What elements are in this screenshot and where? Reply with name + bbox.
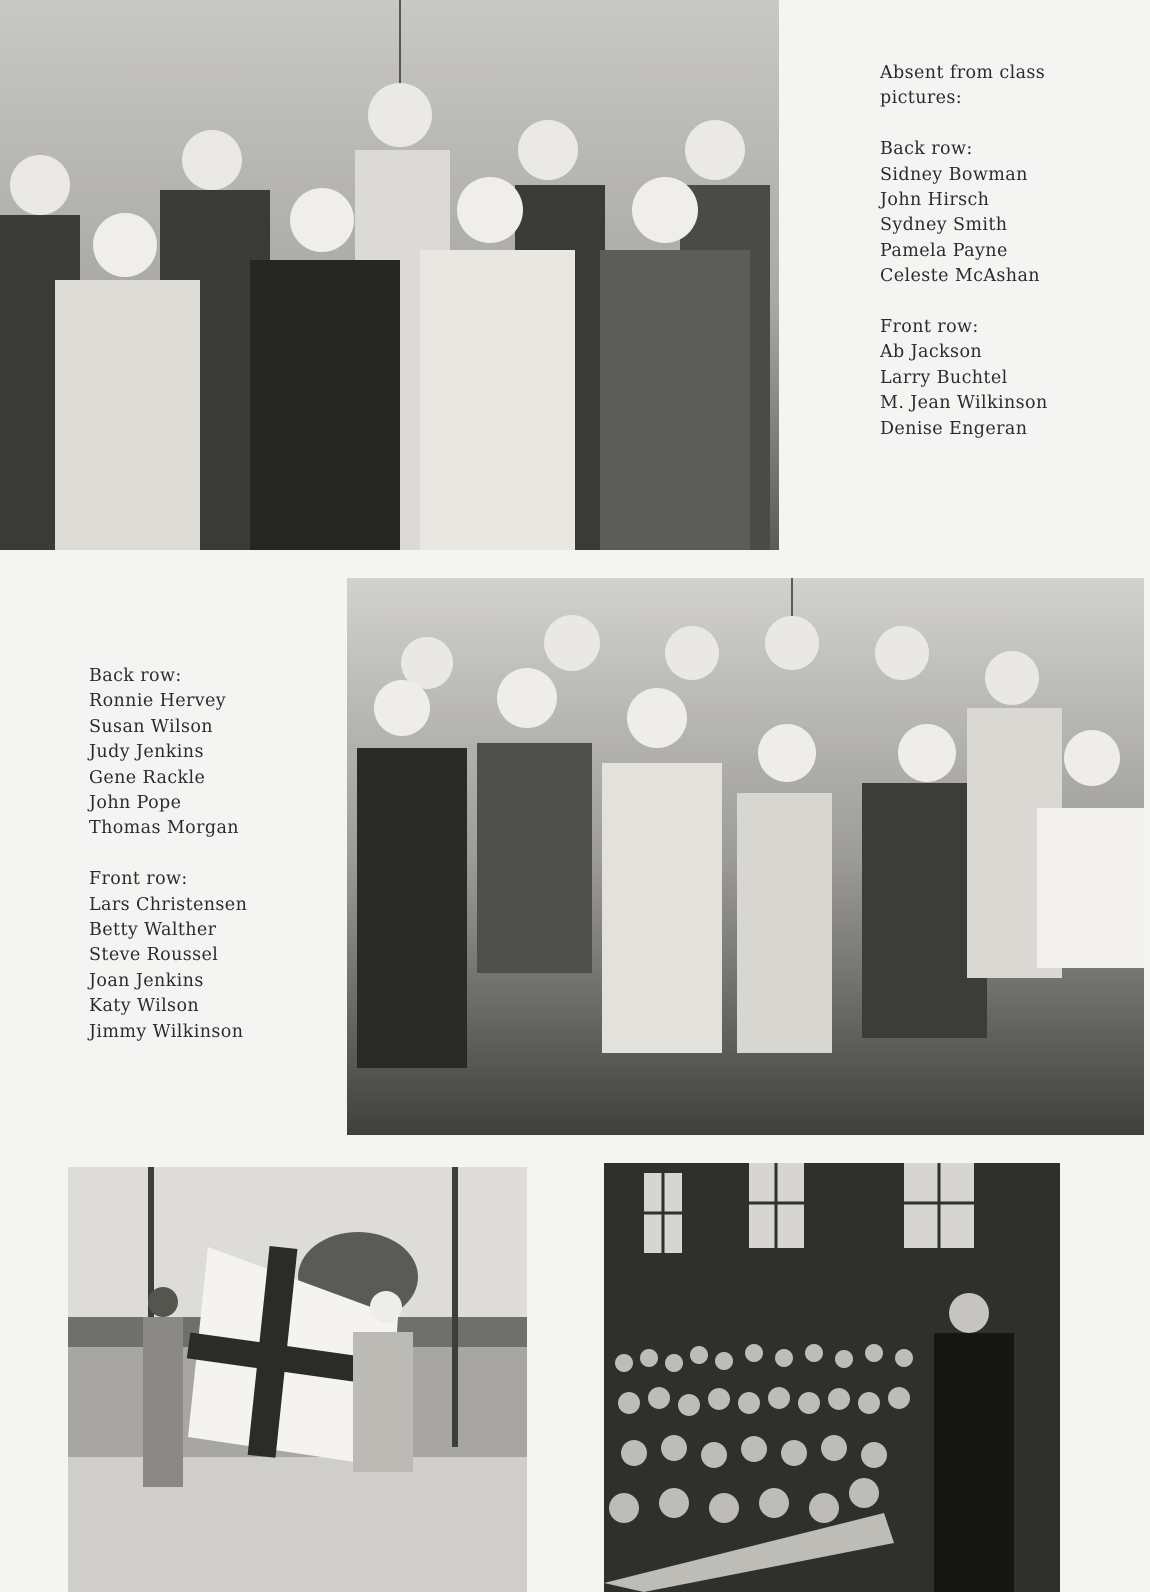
front-row-name: Betty Walther (89, 920, 217, 941)
front-row-name: M. Jean Wilkinson (880, 393, 1048, 414)
front-row-name: Larry Buchtel (880, 367, 1008, 388)
flag-photo-image (68, 1167, 527, 1592)
front-row-name: Steve Roussel (89, 945, 219, 966)
back-row-name: John Pope (89, 793, 182, 814)
back-row-label: Back row: (880, 139, 973, 160)
caption-absent-top (880, 61, 1048, 442)
class-photo-1 (0, 0, 779, 550)
class-photo-2-image (347, 578, 1144, 1135)
back-row-name: Gene Rackle (89, 767, 206, 788)
front-row-name: Lars Christensen (89, 894, 248, 915)
class-photo-2 (347, 578, 1144, 1135)
back-row-name: Sydney Smith (880, 215, 1008, 236)
back-row-name: John Hirsch (880, 190, 990, 211)
front-row-name: Katy Wilson (89, 996, 200, 1017)
back-row-name: Pamela Payne (880, 240, 1008, 261)
assembly-photo (604, 1163, 1060, 1592)
back-row-name: Judy Jenkins (89, 742, 204, 763)
front-row-name: Joan Jenkins (89, 970, 204, 991)
back-row-name: Ronnie Hervey (89, 691, 227, 712)
back-row-name: Susan Wilson (89, 716, 213, 737)
caption-class-middle (89, 664, 247, 1045)
front-row-label: Front row: (89, 869, 188, 890)
back-row-name: Celeste McAshan (880, 266, 1040, 287)
front-row-label: Front row: (880, 317, 979, 338)
caption-heading-line-2: pictures: (880, 88, 963, 109)
front-row-name: Jimmy Wilkinson (89, 1021, 244, 1042)
front-row-name: Denise Engeran (880, 418, 1028, 439)
back-row-name: Sidney Bowman (880, 164, 1028, 185)
back-row-label: Back row: (89, 666, 182, 686)
back-row-name: Thomas Morgan (89, 818, 239, 839)
class-photo-1-image (0, 0, 779, 550)
assembly-photo-image (604, 1163, 1060, 1592)
flag-photo (68, 1167, 527, 1592)
caption-heading-line-1: Absent from class (880, 63, 1046, 83)
front-row-name: Ab Jackson (880, 342, 983, 363)
